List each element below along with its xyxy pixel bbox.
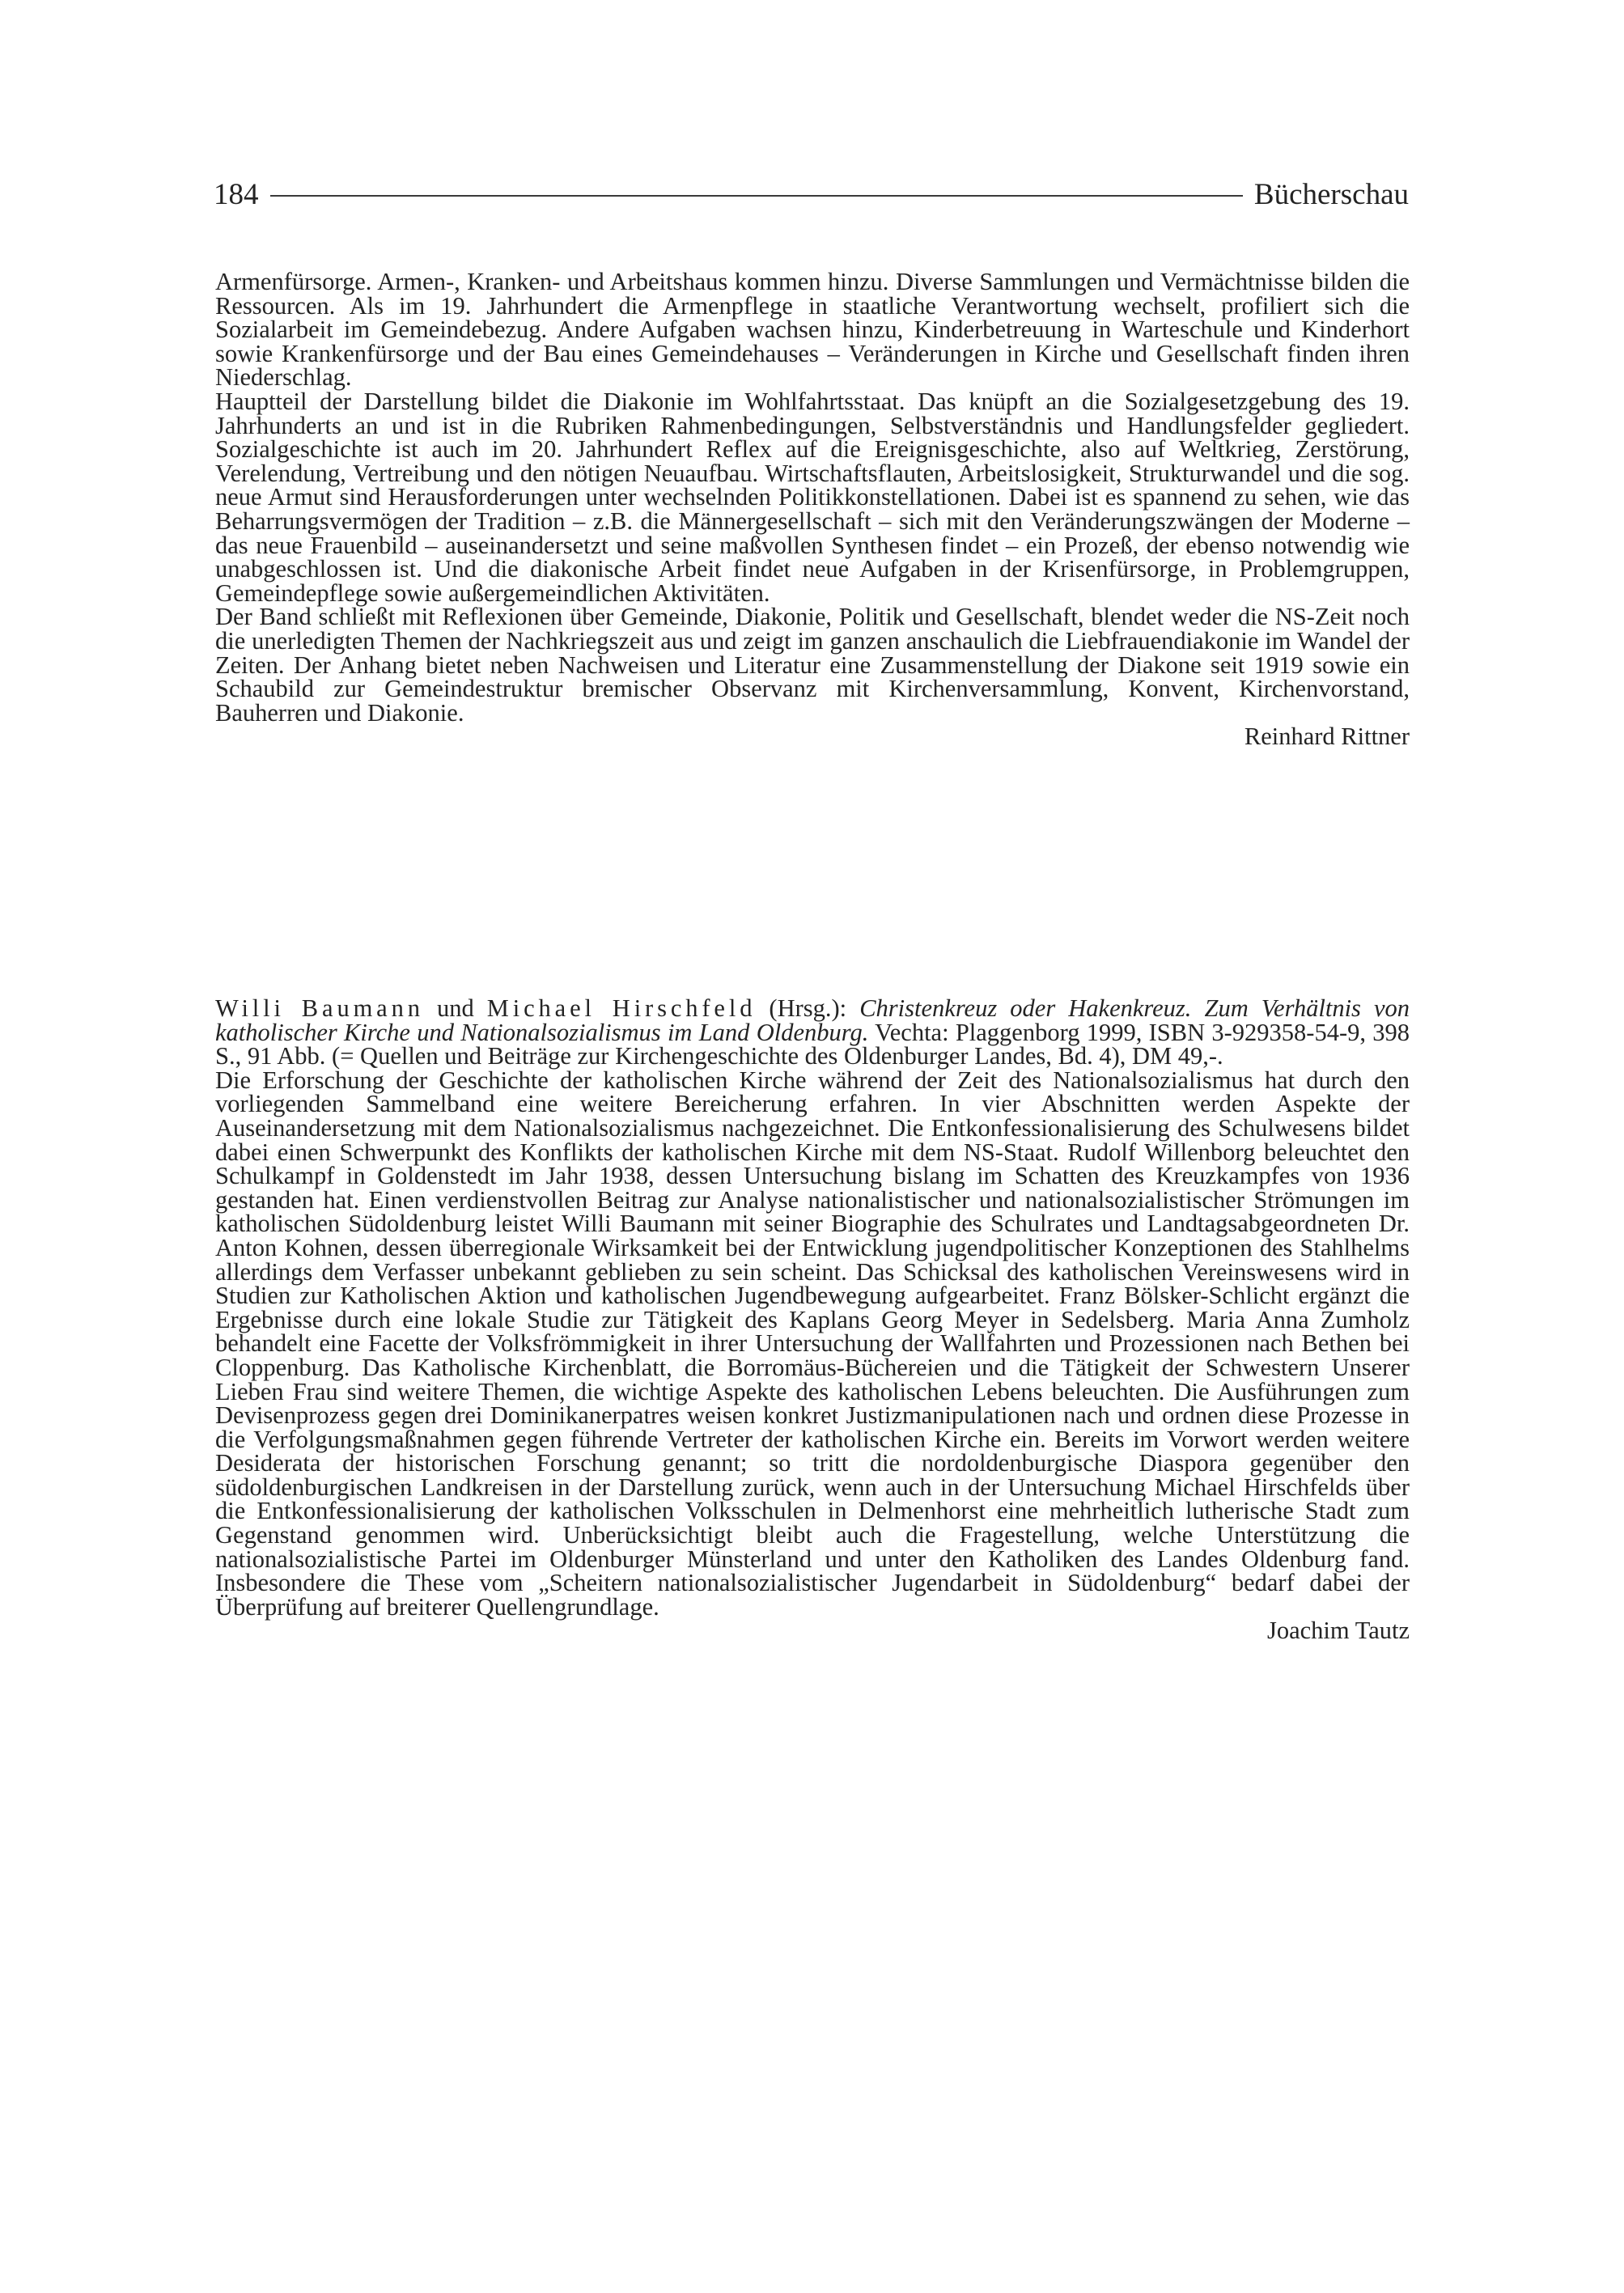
citation-author-1: Willi Baumann — [215, 994, 424, 1022]
book-citation — [215, 994, 1410, 1070]
review1-paragraph-3: Der Band schließt mit Reflexionen über Gemeinde, Diakonie, Politik und Gesellschaft, blendet weder die NS-Zeit noch die unerledigten Themen der Nachkriegszeit aus und zeigt im ganzen anschaulich die Liebfrauendiakonie im Wandel der Zeiten. Der Anhang bietet neben Nachweisen und Literatur eine Zusammenstellung der Diakone seit 1919 sowie ein Schaubild zur Gemeindestruktur bremischer Observanz mit Kirchenversammlung, Konvent, Kirchenvorstand, Bauherren und Diakonie. — [215, 603, 1410, 727]
review1-paragraph-2: Hauptteil der Darstellung bildet die Diakonie im Wohlfahrtsstaat. Das knüpft an die Sozialgesetzgebung des 19. Jahrhunderts an und ist in die Rubriken Rahmenbedingungen, Selbstverständnis und Handlungsfelder gegliedert. Sozialgeschichte ist auch im 20. Jahrhundert Reflex auf die Ereignisgeschichte, also auf Weltkrieg, Zerstörung, Verelendung, Vertreibung und den nötigen Neuaufbau. Wirtschaftsflauten, Arbeitslosigkeit, Strukturwandel und die sog. neue Armut sind Herausforderungen unter wechselnden Politikkonstellationen. Dabei ist es spannend zu sehen, wie das Beharrungsvermögen der Tradition – z.B. die Männergesellschaft – sich mit den Veränderungszwängen der Moderne – das neue Frauenbild – auseinandersetzt und seine maßvollen Synthesen findet – ein Prozeß, der ebenso notwendig wie unabgeschlossen ist. Und die diakonische Arbeit findet neue Aufgaben in der Krisenfürsorge, in Problemgruppen, Gemeindepflege sowie außergemeindlichen Aktivitäten. — [215, 387, 1410, 607]
review1-signature: Reinhard Rittner — [1244, 723, 1410, 751]
page-number: 184 — [214, 177, 259, 211]
review-rittner — [215, 270, 1410, 749]
citation-editor-note: (Hrsg.): — [769, 994, 847, 1022]
header-rule — [270, 195, 1243, 197]
citation-title: Christenkreuz oder Hakenkreuz. Zum Verhältnis von katholischer Kirche und Nationalsozialismus im Land Oldenburg. — [215, 994, 1410, 1046]
citation-publication: Vechta: Plaggenborg 1999, ISBN 3-929358-54-9, 398 S., 91 Abb. (= Quellen und Beiträge zur Kirchengeschichte des Oldenburger Landes, Bd. 4), DM 49,-. — [215, 1018, 1410, 1070]
running-header — [214, 172, 1409, 217]
section-title: Bücherschau — [1253, 177, 1409, 211]
review1-paragraph-1: Armenfürsorge. Armen-, Kranken- und Arbeitshaus kommen hinzu. Diverse Sammlungen und Vermächtnisse bilden die Ressourcen. Als im 19. Jahrhundert die Armenpflege in staatliche Verantwortung wechselt, profiliert sich die Sozialarbeit im Gemeindebezug. Andere Aufgaben wachsen hinzu, Kinderbetreuung in Warteschule und Kinderhort sowie Krankenfürsorge und der Bau eines Gemeindehauses – Veränderungen in Kirche und Gesellschaft finden ihren Niederschlag. — [215, 268, 1410, 392]
review-tautz — [215, 994, 1410, 1645]
citation-author-2: Michael Hirschfeld — [486, 994, 757, 1022]
review2-signature: Joachim Tautz — [1266, 1617, 1410, 1645]
review2-body: Die Erforschung der Geschichte der katholischen Kirche während der Zeit des Nationalsozialismus hat durch den vorliegenden Sammelband eine weitere Bereicherung erfahren. In vier Abschnitten werden Aspekte der Auseinandersetzung mit dem Nationalsozialismus nachgezeichnet. Die Entkonfessionalisierung des Schulwesens bildet dabei einen Schwerpunkt des Konflikts der katholischen Kirche mit dem NS-Staat. Rudolf Willenborg beleuchtet den Schulkampf in Goldenstedt im Jahr 1938, dessen Untersuchung bislang im Schatten des Kreuzkampfes von 1936 gestanden hat. Einen verdienstvollen Beitrag zur Analyse nationalistischer und nationalsozialistischer Strömungen im katholischen Südoldenburg leistet Willi Baumann mit seiner Biographie des Schulrates und Landtagsabgeordneten Dr. Anton Kohnen, dessen überregionale Wirksamkeit bei der Entwicklung jugendpolitischer Konzeptionen des Stahlhelms allerdings dem Verfasser unbekannt geblieben zu sein scheint. Das Schicksal des katholischen Vereinswesens wird in Studien zur Katholischen Aktion und katholischen Jugendbewegung aufgearbeitet. Franz Bölsker-Schlicht ergänzt die Ergebnisse durch eine lokale Studie zur Tätigkeit des Kaplans Georg Meyer in Sedelsberg. Maria Anna Zumholz behandelt eine Facette der Volksfrömmigkeit in ihrer Untersuchung der Wallfahrten und Prozessionen nach Bethen bei Cloppenburg. Das Katholische Kirchenblatt, die Borromäus-Büchereien und die Tätigkeit der Schwestern Unserer Lieben Frau sind weitere Themen, die wichtige Aspekte des katholischen Lebens beleuchten. Die Ausführungen zum Devisenprozess gegen drei Dominikanerpatres weisen konkret Justizmanipulationen nach und ordnen diese Prozesse in die Verfolgungsmaßnahmen gegen führende Vertreter der katholischen Kirche ein. Bereits im Vorwort werden weitere Desiderata der historischen Forschung genannt; so tritt die nordoldenburgische Diaspora gegenüber den südoldenburgischen Landkreisen in der Darstellung zurück, wenn auch in der Untersuchung Michael Hirschfelds über die Entkonfessionalisierung der katholischen Volksschulen in Delmenhorst eine mehrheitlich lutherische Stadt zum Gegenstand genommen wird. Unberücksichtigt bleibt auch die Fragestellung, welche Unterstützung die nationalsozialistische Partei im Oldenburger Münsterland und unter den Katholiken des Landes Oldenburg fand. Insbesondere die These vom „Scheitern nationalsozialistischer Jugendarbeit in Südoldenburg“ bedarf dabei der Überprüfung auf breiterer Quellengrundlage. — [215, 1066, 1410, 1621]
citation-connector: und — [436, 994, 474, 1022]
